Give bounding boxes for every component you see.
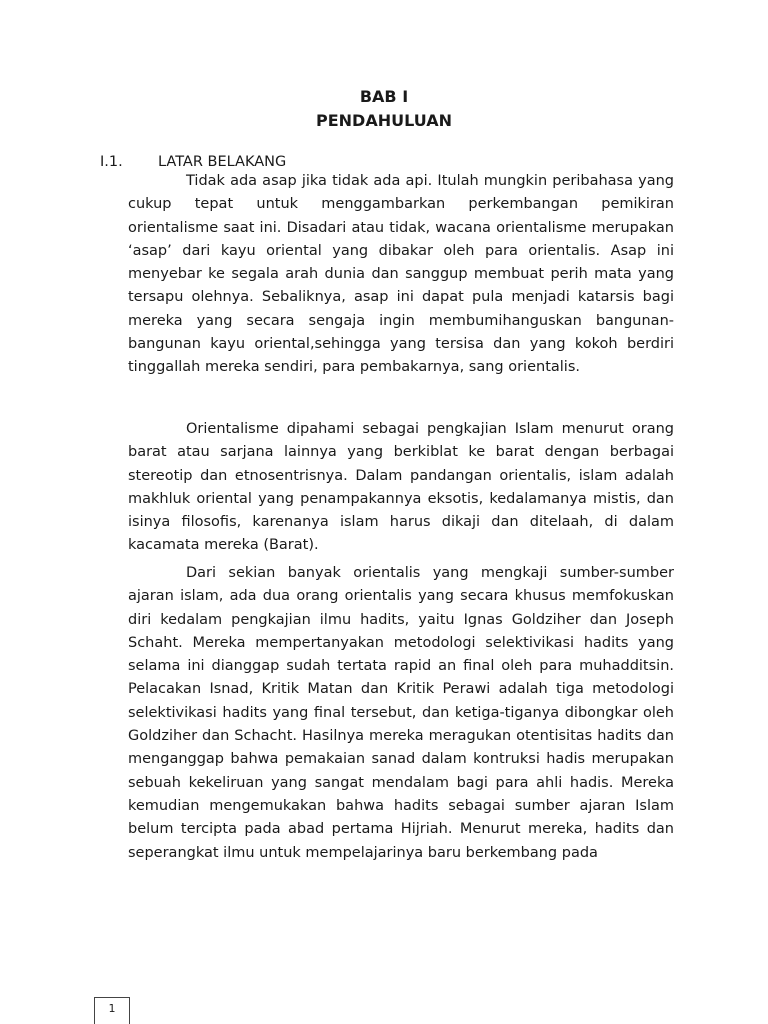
section-heading [100,152,286,172]
paragraph-2: Orientalisme dipahami sebagai pengkajian Islam menurut orang barat atau sarjana lainnya yang berkiblat ke barat dengan berbagai stereotip dan etnosentrisnya. Dalam pandangan orientalis, islam adalah makhluk oriental yang penampakannya eksotis, kedalamanya mistis, dan isinya filosofis, karenanya islam harus dikaji dan ditelaah, di dalam kacamata mereka (Barat). [128,421,674,554]
section-number: I.1. [100,154,123,170]
chapter-number: BAB I [359,87,409,106]
chapter-title: PENDAHULUAN [316,111,452,130]
page-number: 1 [94,997,130,1024]
paragraph-3: Dari sekian banyak orientalis yang mengkaji sumber-sumber ajaran islam, ada dua orang orientalis yang secara khusus memfokuskan diri kedalam pengkajian ilmu hadits, yaitu Ignas Goldziher dan Joseph Schaht. Mereka mempertanyakan metodologi selektivikasi hadits yang selama ini dianggap sudah tertata rapid an final oleh para muhadditsin. Pelacakan Isnad, Kritik Matan dan Kritik Perawi adalah tiga metodologi selektivikasi hadits yang final tersebut, dan ketiga-tiganya dibongkar oleh Goldziher dan Schacht. Hasilnya mereka meragukan otentisitas hadits dan menganggap bahwa pemakaian sanad dalam kontruksi hadis merupakan sebuah kekeliruan yang sangat mendalam bagi para ahli hadis. Mereka kemudian mengemukakan bahwa hadits sebagai sumber ajaran Islam belum tercipta pada abad pertama Hijriah. Menurut mereka, hadits dan seperangkat ilmu untuk mempelajarinya baru berkembang pada [128,565,674,861]
section-title: LATAR BELAKANG [158,154,287,170]
paragraph-1: Tidak ada asap jika tidak ada api. Itulah mungkin peribahasa yang cukup tepat untuk menggambarkan perkembangan pemikiran orientalisme saat ini. Disadari atau tidak, wacana orientalisme merupakan ‘asap’ dari kayu oriental yang dibakar oleh para orientalis. Asap ini menyebar ke segala arah dunia dan sanggup membuat perih mata yang tersapu olehnya. Sebaliknya, asap ini dapat pula menjadi katarsis bagi mereka yang secara sengaja ingin membumihanguskan bangunan-bangunan kayu oriental,sehingga yang tersisa dan yang kokoh berdiri tinggallah mereka sendiri, para pembakarnya, sang orientalis. [128,173,674,376]
